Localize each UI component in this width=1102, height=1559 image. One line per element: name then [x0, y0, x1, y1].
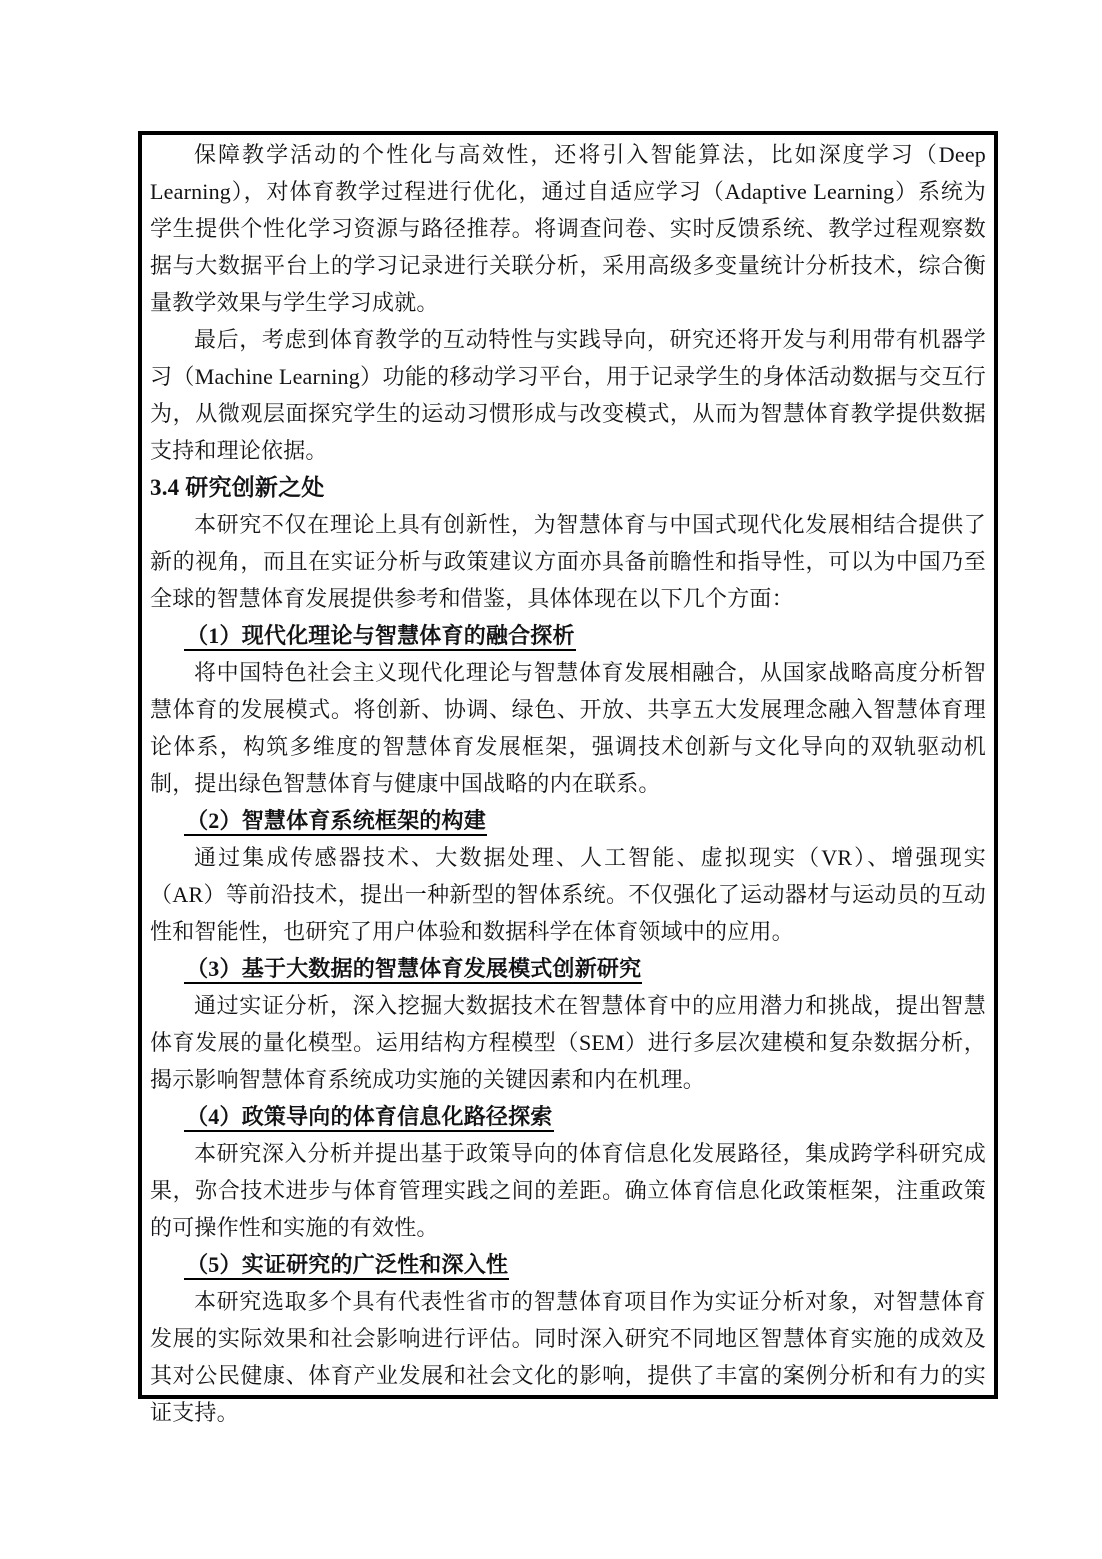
paragraph-mobile-learning-platform: 最后，考虑到体育教学的互动特性与实践导向，研究还将开发与利用带有机器学习（Machine Learning）功能的移动学习平台，用于记录学生的身体活动数据与交互行为，从微观层面探究学生的运动习惯形成与改变模式，从而为智慧体育教学提供数据支持和理论依据。 [150, 327, 986, 463]
innovation-heading-3-label: （3）基于大数据的智慧体育发展模式创新研究 [184, 956, 642, 984]
innovation-heading-4 [150, 1098, 986, 1135]
innovation-heading-1 [150, 617, 986, 654]
paragraph-innovation-1: 将中国特色社会主义现代化理论与智慧体育发展相融合，从国家战略高度分析智慧体育的发展模式。将创新、协调、绿色、开放、共享五大发展理念融入智慧体育理论体系，构筑多维度的智慧体育发展框架，强调技术创新与文化导向的双轨驱动机制，提出绿色智慧体育与健康中国战略的内在联系。 [150, 660, 986, 796]
innovation-heading-2-label: （2）智慧体育系统框架的构建 [184, 808, 487, 836]
paragraph-innovation-2: 通过集成传感器技术、大数据处理、人工智能、虚拟现实（VR）、增强现实（AR）等前沿技术，提出一种新型的智体系统。不仅强化了运动器材与运动员的互动性和智能性，也研究了用户体验和数据科学在体育领域中的应用。 [150, 845, 986, 944]
innovation-heading-5 [150, 1246, 986, 1283]
innovation-heading-2 [150, 802, 986, 839]
innovation-heading-1-label: （1）现代化理论与智慧体育的融合探析 [184, 623, 576, 651]
paragraph-innovation-3: 通过实证分析，深入挖掘大数据技术在智慧体育中的应用潜力和挑战，提出智慧体育发展的量化模型。运用结构方程模型（SEM）进行多层次建模和复杂数据分析，揭示影响智慧体育系统成功实施的关键因素和内在机理。 [150, 993, 986, 1092]
paragraph-innovation-4: 本研究深入分析并提出基于政策导向的体育信息化发展路径，集成跨学科研究成果，弥合技术进步与体育管理实践之间的差距。确立体育信息化政策框架，注重政策的可操作性和实施的有效性。 [150, 1141, 986, 1240]
innovation-heading-4-label: （4）政策导向的体育信息化路径探索 [184, 1104, 553, 1132]
innovation-heading-5-label: （5）实证研究的广泛性和深入性 [184, 1252, 509, 1280]
paragraph-innovation-overview: 本研究不仅在理论上具有创新性，为智慧体育与中国式现代化发展相结合提供了新的视角，而且在实证分析与政策建议方面亦具备前瞻性和指导性，可以为中国乃至全球的智慧体育发展提供参考和借鉴，具体体现在以下几个方面： [150, 512, 986, 611]
document-table-cell [138, 131, 998, 1425]
paragraph-innovation-5: 本研究选取多个具有代表性省市的智慧体育项目作为实证分析对象，对智慧体育发展的实际效果和社会影响进行评估。同时深入研究不同地区智慧体育实施的成效及其对公民健康、体育产业发展和社会文化的影响，提供了丰富的案例分析和有力的实证支持。 [150, 1289, 986, 1425]
section-heading-3-4-innovations: 3.4 研究创新之处 [150, 475, 325, 500]
paragraph-teaching-personalization: 保障教学活动的个性化与高效性，还将引入智能算法，比如深度学习（Deep Learning），对体育教学过程进行优化，通过自适应学习（Adaptive Learning）系统为学生提供个性化学习资源与路径推荐。将调查问卷、实时反馈系统、教学过程观察数据与大数据平台上的学习记录进行关联分析，采用高级多变量统计分析技术，综合衡量教学效果与学生学习成就。 [150, 142, 986, 315]
innovation-heading-3 [150, 950, 986, 987]
